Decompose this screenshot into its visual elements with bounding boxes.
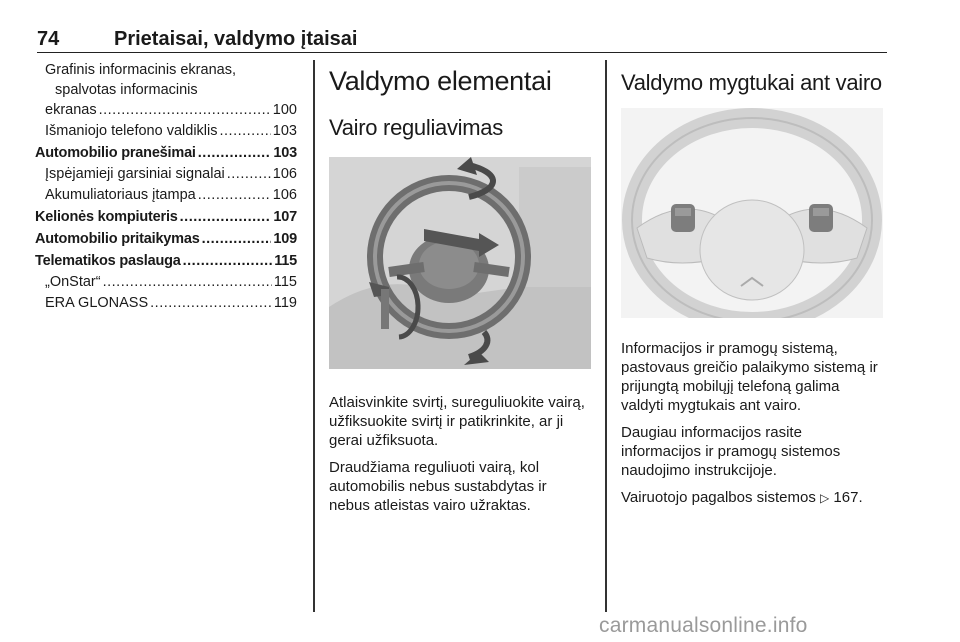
table-of-contents [35,60,297,314]
toc-leader-dots [198,143,272,163]
toc-entry-label: ekranas [45,102,97,118]
paragraph: Draudžiama reguliuoti vairą, kol automobilis nebus sustabdytas ir nebus atleistas vairo užraktas. [329,459,547,514]
toc-entry-label: Akumuliatoriaus įtampa [45,187,196,203]
page-reference-arrow-icon: ▷ [820,491,830,505]
toc-entry[interactable] [35,293,297,313]
column-controls [329,60,591,523]
toc-leader-dots [183,251,273,271]
steering-adjustment-illustration [329,157,591,369]
toc-entry[interactable] [35,121,297,141]
column-divider-2 [605,60,607,612]
toc-entry[interactable] [35,207,297,227]
toc-entry[interactable] [35,185,297,205]
toc-entry-grafinis[interactable] [35,60,297,120]
toc-entry-line: spalvotas informacinis [55,82,198,98]
toc-entry[interactable] [35,164,297,184]
toc-entry-line: Grafinis informacinis ekranas, [45,62,236,78]
reference-text: Vairuotojo pagalbos sistemos [621,489,816,506]
toc-entry-page: 106 [272,187,297,203]
toc-entry-label: Įspėjamieji garsiniai signalai [45,166,225,182]
column-wheel-controls [621,60,883,516]
paragraph: Informacijos ir pramogų sistemą, pastovaus greičio palaikymo sistemą ir prijungtą mobilųjį telefoną galima valdyti mygtukais ant vairo. [621,340,878,414]
paragraph: Daugiau informacijos rasite informacijos ir pramogų sistemos naudojimo instrukcijoje. [621,424,841,479]
toc-entry-label: „OnStar“ [45,274,101,290]
toc-leader-dots [219,121,270,141]
toc-entry-label: Telematikos paslauga [35,253,181,269]
toc-leader-dots [198,185,271,205]
toc-leader-dots [103,272,272,292]
toc-entry-page: 103 [272,123,297,139]
page-number: 74 [37,28,60,50]
steering-wheel-buttons-illustration [621,108,883,318]
section-subheading: Vairo reguliavimas [329,115,503,140]
paragraph-reference [621,488,883,508]
toc-entry-page: 106 [272,166,297,182]
toc-entry-page: 109 [273,231,297,247]
toc-leader-dots [150,293,272,313]
toc-entry[interactable] [35,272,297,292]
column-divider-1 [313,60,315,612]
toc-leader-dots [180,207,272,227]
toc-entry-label: Automobilio pritaikymas [35,231,200,247]
toc-entry-row [45,100,297,120]
toc-entry-page: 103 [273,145,297,161]
toc-entry-page: 100 [272,102,297,118]
section-heading: Valdymo mygtukai ant vairo [621,70,882,95]
toc-entry-page: 115 [273,274,297,290]
toc-list [35,121,297,313]
toc-entry[interactable] [35,251,297,271]
toc-entry-label: ERA GLONASS [45,295,149,311]
watermark: carmanualsonline.info [599,614,808,637]
page-title: Prietaisai, valdymo įtaisai [114,28,358,50]
toc-entry-label: Kelionės kompiuteris [35,209,178,225]
toc-leader-dots [202,229,272,249]
toc-entry-page: 115 [274,253,297,269]
toc-entry-page: 119 [273,295,297,311]
toc-entry[interactable] [35,143,297,163]
toc-leader-dots [99,100,271,120]
paragraph: Atlaisvinkite svirtį, sureguliuokite vairą, užfiksuokite svirtį ir patikrinkite, ar ji gerai užfiksuota. [329,394,585,449]
toc-entry-label: Išmaniojo telefono valdiklis [45,123,218,139]
toc-entry[interactable] [35,229,297,249]
toc-leader-dots [227,164,271,184]
page-header [37,22,887,53]
reference-page[interactable]: 167. [833,489,863,506]
toc-entry-label: Automobilio pranešimai [35,145,196,161]
toc-entry-page: 107 [273,209,297,225]
section-heading: Valdymo elementai [329,66,552,96]
